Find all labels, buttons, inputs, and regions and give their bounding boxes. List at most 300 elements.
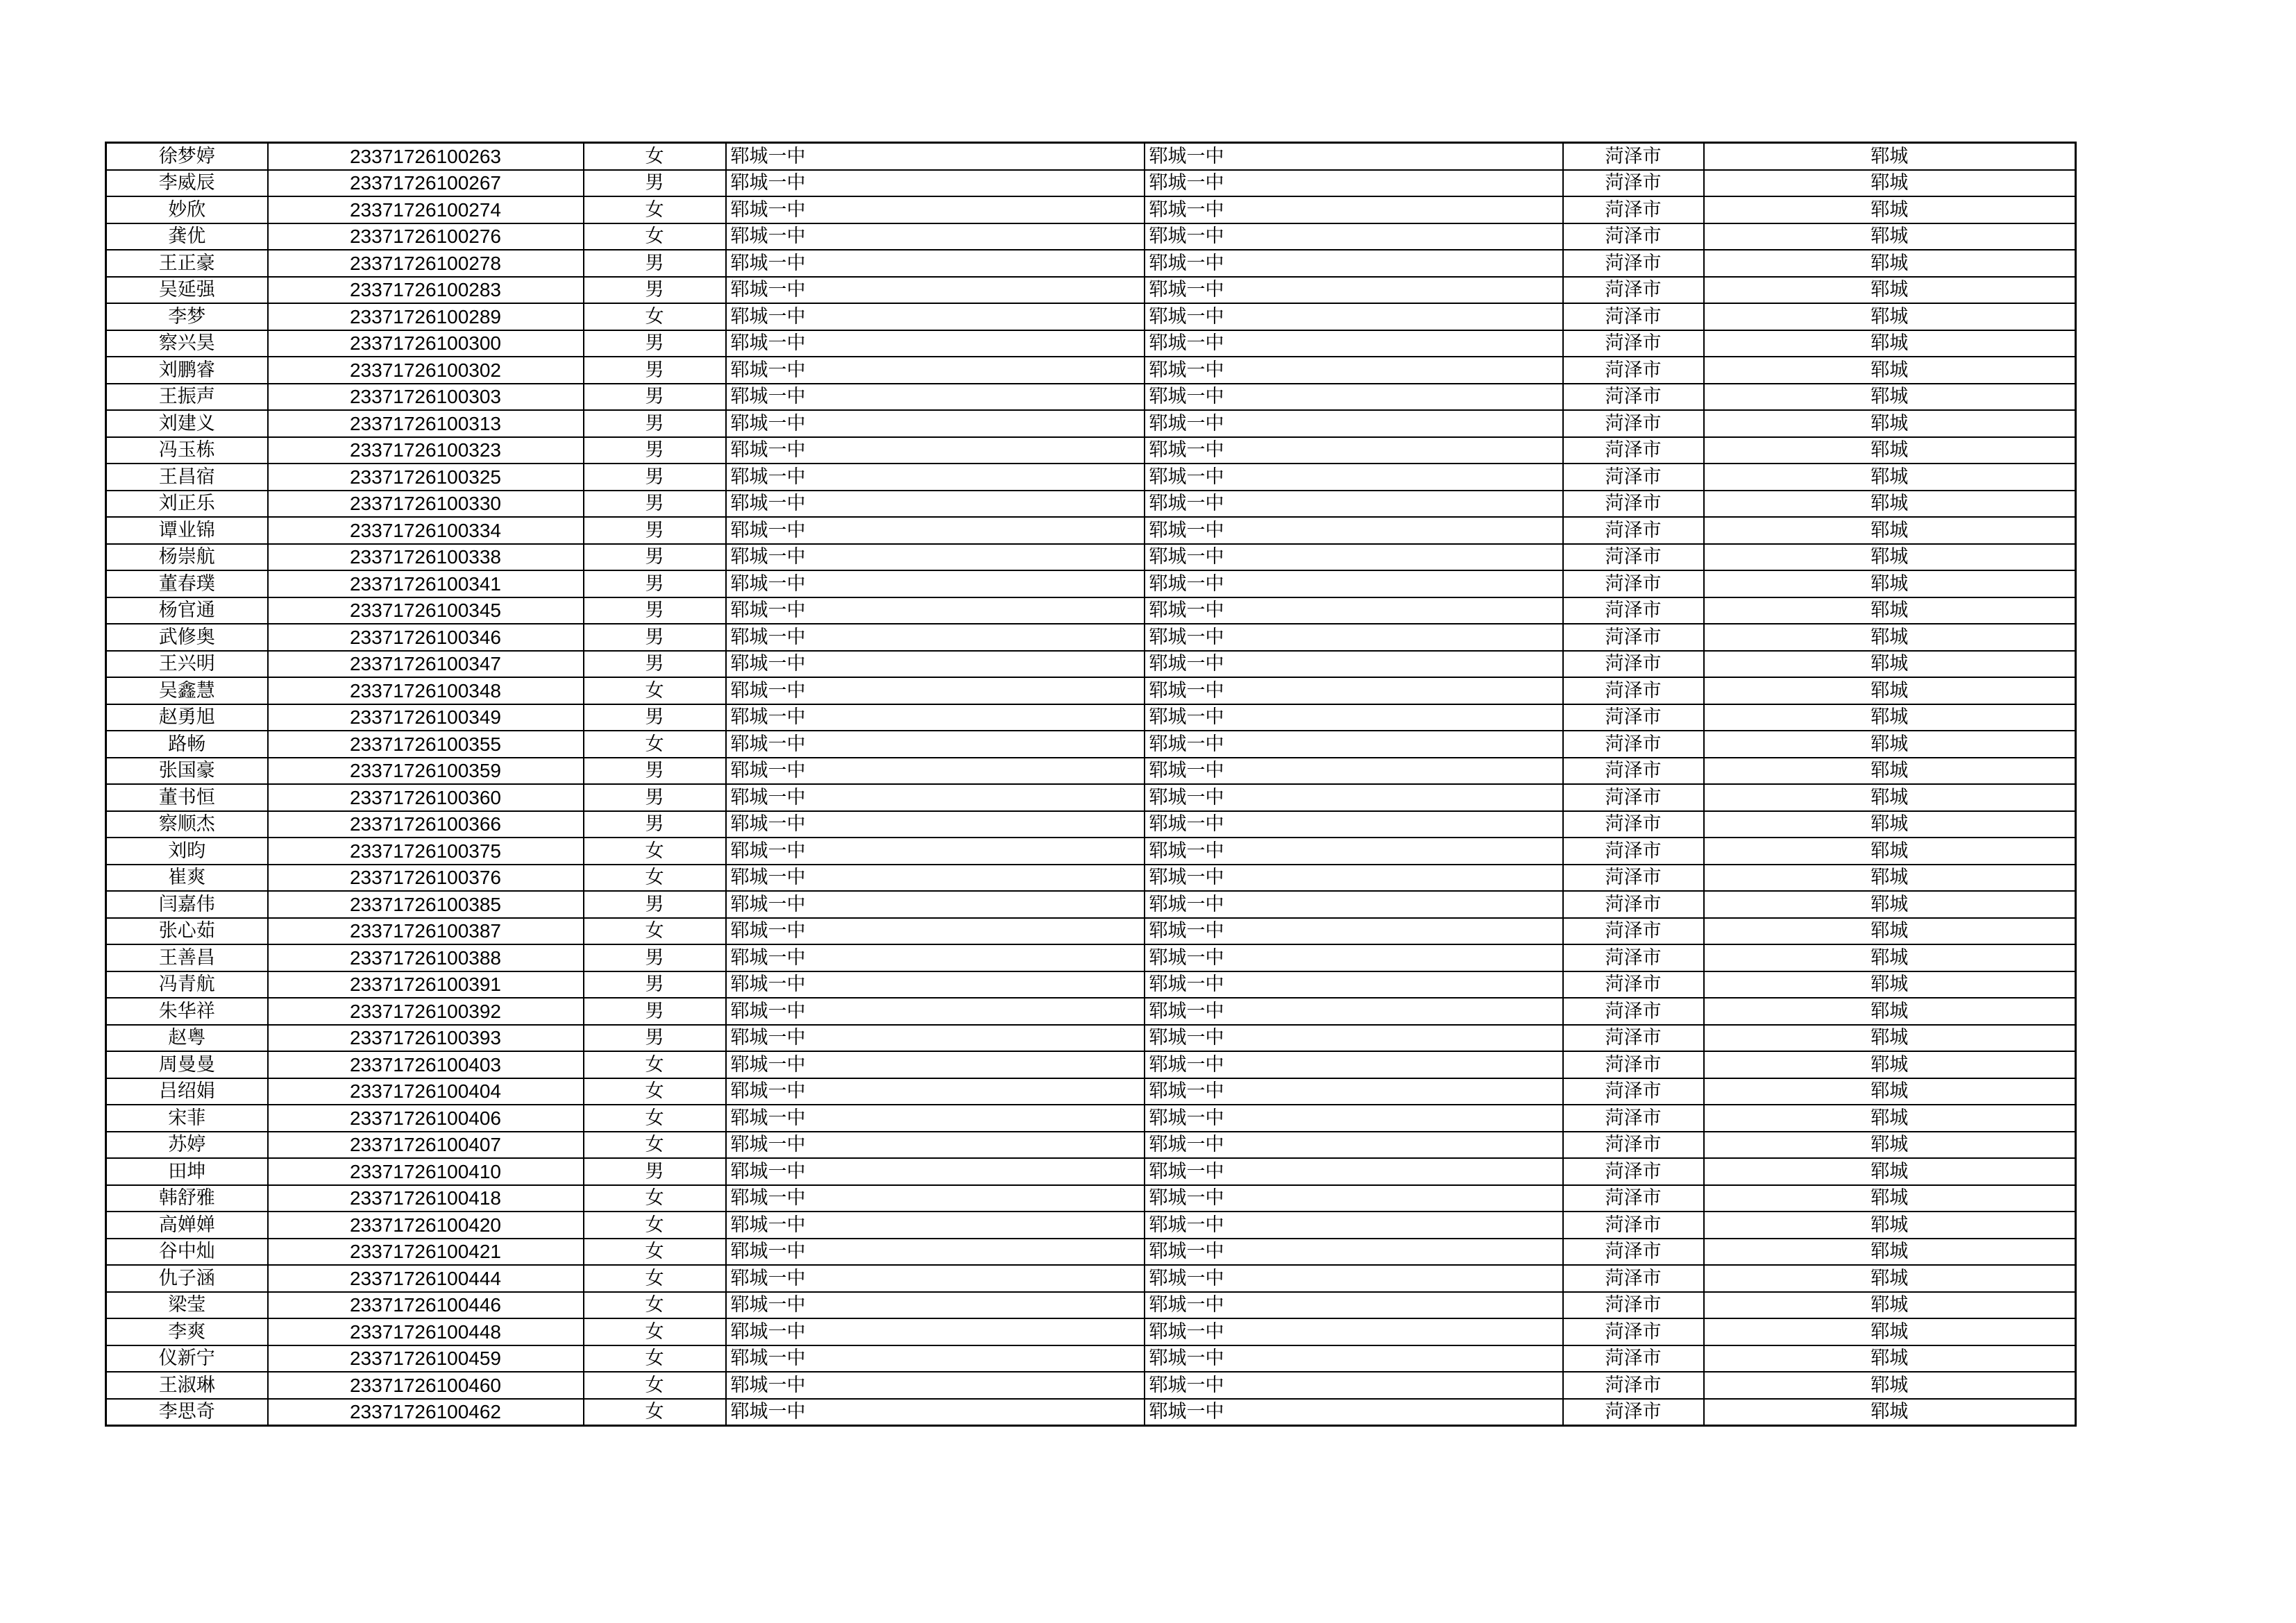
cell-school-2: 郓城一中 — [1145, 811, 1563, 838]
table-row — [106, 624, 2076, 651]
cell-gender: 男 — [584, 277, 726, 304]
cell-id: 23371726100410 — [268, 1158, 584, 1185]
cell-name: 田坤 — [106, 1158, 268, 1185]
cell-gender: 男 — [584, 758, 726, 785]
cell-gender: 女 — [584, 303, 726, 330]
cell-county: 郓城 — [1704, 250, 2076, 277]
cell-county: 郓城 — [1704, 544, 2076, 571]
table-row — [106, 384, 2076, 411]
cell-school: 郓城一中 — [726, 143, 1145, 170]
cell-city: 菏泽市 — [1563, 357, 1704, 384]
cell-school-2: 郓城一中 — [1145, 410, 1563, 437]
cell-school-2: 郓城一中 — [1145, 1265, 1563, 1292]
cell-school: 郓城一中 — [726, 250, 1145, 277]
cell-school-2: 郓城一中 — [1145, 1399, 1563, 1426]
cell-gender: 男 — [584, 624, 726, 651]
cell-name: 王善昌 — [106, 944, 268, 971]
cell-name: 仇子涵 — [106, 1265, 268, 1292]
cell-school: 郓城一中 — [726, 1105, 1145, 1132]
cell-name: 高婵婵 — [106, 1212, 268, 1239]
cell-id: 23371726100303 — [268, 384, 584, 411]
table-row — [106, 491, 2076, 518]
cell-name: 张心茹 — [106, 918, 268, 945]
cell-school-2: 郓城一中 — [1145, 330, 1563, 357]
cell-school: 郓城一中 — [726, 944, 1145, 971]
cell-city: 菏泽市 — [1563, 651, 1704, 678]
cell-gender: 男 — [584, 410, 726, 437]
cell-school-2: 郓城一中 — [1145, 357, 1563, 384]
table-row — [106, 865, 2076, 892]
cell-city: 菏泽市 — [1563, 143, 1704, 170]
cell-gender: 女 — [584, 223, 726, 250]
cell-id: 23371726100404 — [268, 1078, 584, 1105]
cell-county: 郓城 — [1704, 971, 2076, 999]
cell-school: 郓城一中 — [726, 1078, 1145, 1105]
cell-school: 郓城一中 — [726, 277, 1145, 304]
cell-name: 徐梦婷 — [106, 143, 268, 170]
table-row — [106, 410, 2076, 437]
cell-gender: 男 — [584, 651, 726, 678]
cell-county: 郓城 — [1704, 651, 2076, 678]
cell-school: 郓城一中 — [726, 811, 1145, 838]
cell-gender: 男 — [584, 330, 726, 357]
cell-name: 吴鑫慧 — [106, 677, 268, 704]
table-row — [106, 758, 2076, 785]
cell-city: 菏泽市 — [1563, 597, 1704, 624]
cell-school-2: 郓城一中 — [1145, 891, 1563, 918]
cell-name: 张国豪 — [106, 758, 268, 785]
cell-school: 郓城一中 — [726, 464, 1145, 491]
cell-name: 冯青航 — [106, 971, 268, 999]
cell-school-2: 郓城一中 — [1145, 677, 1563, 704]
cell-county: 郓城 — [1704, 758, 2076, 785]
cell-gender: 女 — [584, 1239, 726, 1266]
cell-county: 郓城 — [1704, 410, 2076, 437]
cell-name: 谭业锦 — [106, 517, 268, 544]
table-row — [106, 196, 2076, 223]
cell-county: 郓城 — [1704, 1265, 2076, 1292]
cell-name: 李爽 — [106, 1318, 268, 1345]
cell-gender: 女 — [584, 1078, 726, 1105]
cell-name: 梁莹 — [106, 1292, 268, 1319]
cell-school-2: 郓城一中 — [1145, 517, 1563, 544]
cell-id: 23371726100334 — [268, 517, 584, 544]
table-row — [106, 437, 2076, 464]
table-row — [106, 330, 2076, 357]
cell-id: 23371726100392 — [268, 998, 584, 1025]
cell-city: 菏泽市 — [1563, 758, 1704, 785]
cell-id: 23371726100391 — [268, 971, 584, 999]
cell-name: 崔爽 — [106, 865, 268, 892]
student-table — [105, 142, 2077, 1427]
cell-county: 郓城 — [1704, 1318, 2076, 1345]
table-row — [106, 1318, 2076, 1345]
cell-gender: 女 — [584, 1318, 726, 1345]
cell-id: 23371726100274 — [268, 196, 584, 223]
cell-city: 菏泽市 — [1563, 918, 1704, 945]
cell-city: 菏泽市 — [1563, 1051, 1704, 1078]
cell-gender: 女 — [584, 196, 726, 223]
cell-city: 菏泽市 — [1563, 330, 1704, 357]
cell-gender: 女 — [584, 1265, 726, 1292]
cell-gender: 女 — [584, 677, 726, 704]
cell-county: 郓城 — [1704, 464, 2076, 491]
cell-county: 郓城 — [1704, 784, 2076, 811]
cell-name: 杨官通 — [106, 597, 268, 624]
cell-id: 23371726100444 — [268, 1265, 584, 1292]
table-row — [106, 784, 2076, 811]
table-row — [106, 250, 2076, 277]
table-row — [106, 1158, 2076, 1185]
cell-school: 郓城一中 — [726, 1025, 1145, 1052]
cell-school: 郓城一中 — [726, 998, 1145, 1025]
cell-county: 郓城 — [1704, 1158, 2076, 1185]
cell-school-2: 郓城一中 — [1145, 944, 1563, 971]
cell-school: 郓城一中 — [726, 1212, 1145, 1239]
cell-school: 郓城一中 — [726, 758, 1145, 785]
cell-city: 菏泽市 — [1563, 784, 1704, 811]
table-row — [106, 1265, 2076, 1292]
cell-city: 菏泽市 — [1563, 1132, 1704, 1159]
table-row — [106, 1051, 2076, 1078]
cell-id: 23371726100263 — [268, 143, 584, 170]
cell-name: 苏婷 — [106, 1132, 268, 1159]
cell-city: 菏泽市 — [1563, 1105, 1704, 1132]
cell-id: 23371726100346 — [268, 624, 584, 651]
table-row — [106, 1078, 2076, 1105]
table-row — [106, 464, 2076, 491]
cell-county: 郓城 — [1704, 1399, 2076, 1426]
cell-id: 23371726100385 — [268, 891, 584, 918]
cell-county: 郓城 — [1704, 1372, 2076, 1399]
table-row — [106, 1345, 2076, 1373]
cell-id: 23371726100267 — [268, 170, 584, 197]
cell-id: 23371726100420 — [268, 1212, 584, 1239]
cell-school: 郓城一中 — [726, 517, 1145, 544]
cell-name: 董书恒 — [106, 784, 268, 811]
cell-school: 郓城一中 — [726, 357, 1145, 384]
cell-id: 23371726100338 — [268, 544, 584, 571]
cell-name: 刘正乐 — [106, 491, 268, 518]
cell-city: 菏泽市 — [1563, 1185, 1704, 1212]
cell-school-2: 郓城一中 — [1145, 1158, 1563, 1185]
cell-school: 郓城一中 — [726, 384, 1145, 411]
cell-city: 菏泽市 — [1563, 1318, 1704, 1345]
cell-id: 23371726100375 — [268, 838, 584, 865]
cell-school: 郓城一中 — [726, 865, 1145, 892]
cell-county: 郓城 — [1704, 357, 2076, 384]
cell-gender: 女 — [584, 918, 726, 945]
cell-school-2: 郓城一中 — [1145, 1372, 1563, 1399]
cell-name: 李梦 — [106, 303, 268, 330]
cell-name: 周曼曼 — [106, 1051, 268, 1078]
cell-school-2: 郓城一中 — [1145, 170, 1563, 197]
cell-school-2: 郓城一中 — [1145, 731, 1563, 758]
cell-school-2: 郓城一中 — [1145, 838, 1563, 865]
cell-gender: 女 — [584, 731, 726, 758]
cell-school-2: 郓城一中 — [1145, 1239, 1563, 1266]
cell-city: 菏泽市 — [1563, 731, 1704, 758]
cell-city: 菏泽市 — [1563, 677, 1704, 704]
cell-id: 23371726100323 — [268, 437, 584, 464]
cell-school: 郓城一中 — [726, 1345, 1145, 1373]
cell-school-2: 郓城一中 — [1145, 1105, 1563, 1132]
cell-gender: 男 — [584, 357, 726, 384]
cell-school-2: 郓城一中 — [1145, 544, 1563, 571]
cell-city: 菏泽市 — [1563, 303, 1704, 330]
cell-school: 郓城一中 — [726, 410, 1145, 437]
table-row — [106, 998, 2076, 1025]
cell-gender: 男 — [584, 170, 726, 197]
table-row — [106, 1185, 2076, 1212]
cell-city: 菏泽市 — [1563, 865, 1704, 892]
cell-name: 杨崇航 — [106, 544, 268, 571]
cell-county: 郓城 — [1704, 1239, 2076, 1266]
cell-gender: 男 — [584, 704, 726, 731]
cell-id: 23371726100289 — [268, 303, 584, 330]
cell-id: 23371726100278 — [268, 250, 584, 277]
cell-school-2: 郓城一中 — [1145, 1185, 1563, 1212]
table-row — [106, 143, 2076, 170]
cell-school: 郓城一中 — [726, 731, 1145, 758]
cell-gender: 男 — [584, 544, 726, 571]
cell-school-2: 郓城一中 — [1145, 223, 1563, 250]
cell-id: 23371726100355 — [268, 731, 584, 758]
cell-name: 王淑琳 — [106, 1372, 268, 1399]
cell-id: 23371726100348 — [268, 677, 584, 704]
cell-gender: 男 — [584, 998, 726, 1025]
cell-gender: 女 — [584, 1185, 726, 1212]
cell-county: 郓城 — [1704, 624, 2076, 651]
cell-school: 郓城一中 — [726, 597, 1145, 624]
cell-county: 郓城 — [1704, 1078, 2076, 1105]
cell-county: 郓城 — [1704, 170, 2076, 197]
table-row — [106, 1399, 2076, 1426]
cell-school: 郓城一中 — [726, 170, 1145, 197]
cell-gender: 女 — [584, 1105, 726, 1132]
cell-gender: 女 — [584, 838, 726, 865]
cell-school: 郓城一中 — [726, 1132, 1145, 1159]
cell-county: 郓城 — [1704, 918, 2076, 945]
cell-id: 23371726100347 — [268, 651, 584, 678]
cell-gender: 女 — [584, 1372, 726, 1399]
cell-school: 郓城一中 — [726, 491, 1145, 518]
cell-city: 菏泽市 — [1563, 1078, 1704, 1105]
cell-id: 23371726100462 — [268, 1399, 584, 1426]
cell-name: 刘鹏睿 — [106, 357, 268, 384]
cell-city: 菏泽市 — [1563, 1212, 1704, 1239]
table-row — [106, 303, 2076, 330]
cell-school-2: 郓城一中 — [1145, 998, 1563, 1025]
cell-school: 郓城一中 — [726, 918, 1145, 945]
cell-city: 菏泽市 — [1563, 544, 1704, 571]
cell-name: 路畅 — [106, 731, 268, 758]
cell-name: 武修奥 — [106, 624, 268, 651]
cell-school-2: 郓城一中 — [1145, 1051, 1563, 1078]
cell-school-2: 郓城一中 — [1145, 1212, 1563, 1239]
cell-school-2: 郓城一中 — [1145, 918, 1563, 945]
cell-name: 谷中灿 — [106, 1239, 268, 1266]
cell-name: 韩舒雅 — [106, 1185, 268, 1212]
cell-city: 菏泽市 — [1563, 1239, 1704, 1266]
cell-gender: 男 — [584, 491, 726, 518]
cell-county: 郓城 — [1704, 677, 2076, 704]
cell-gender: 男 — [584, 517, 726, 544]
cell-city: 菏泽市 — [1563, 277, 1704, 304]
cell-school: 郓城一中 — [726, 437, 1145, 464]
cell-gender: 男 — [584, 891, 726, 918]
cell-school: 郓城一中 — [726, 624, 1145, 651]
cell-gender: 女 — [584, 1292, 726, 1319]
cell-city: 菏泽市 — [1563, 223, 1704, 250]
cell-id: 23371726100421 — [268, 1239, 584, 1266]
table-row — [106, 1132, 2076, 1159]
table-row — [106, 971, 2076, 999]
cell-gender: 男 — [584, 597, 726, 624]
cell-name: 宋菲 — [106, 1105, 268, 1132]
table-row — [106, 891, 2076, 918]
cell-id: 23371726100403 — [268, 1051, 584, 1078]
cell-id: 23371726100359 — [268, 758, 584, 785]
cell-county: 郓城 — [1704, 1292, 2076, 1319]
cell-school-2: 郓城一中 — [1145, 491, 1563, 518]
cell-county: 郓城 — [1704, 838, 2076, 865]
cell-id: 23371726100341 — [268, 570, 584, 597]
table-row — [106, 677, 2076, 704]
cell-id: 23371726100388 — [268, 944, 584, 971]
cell-name: 冯玉栋 — [106, 437, 268, 464]
cell-name: 董春璞 — [106, 570, 268, 597]
cell-school: 郓城一中 — [726, 704, 1145, 731]
cell-county: 郓城 — [1704, 865, 2076, 892]
cell-school-2: 郓城一中 — [1145, 597, 1563, 624]
cell-gender: 男 — [584, 250, 726, 277]
cell-gender: 女 — [584, 1051, 726, 1078]
table-row — [106, 918, 2076, 945]
cell-county: 郓城 — [1704, 1345, 2076, 1373]
cell-name: 吴延强 — [106, 277, 268, 304]
cell-name: 王昌宿 — [106, 464, 268, 491]
cell-school: 郓城一中 — [726, 1239, 1145, 1266]
cell-school-2: 郓城一中 — [1145, 570, 1563, 597]
cell-school-2: 郓城一中 — [1145, 384, 1563, 411]
cell-county: 郓城 — [1704, 223, 2076, 250]
cell-county: 郓城 — [1704, 1025, 2076, 1052]
cell-school-2: 郓城一中 — [1145, 865, 1563, 892]
cell-city: 菏泽市 — [1563, 838, 1704, 865]
cell-city: 菏泽市 — [1563, 1292, 1704, 1319]
cell-id: 23371726100302 — [268, 357, 584, 384]
cell-school: 郓城一中 — [726, 1185, 1145, 1212]
cell-id: 23371726100418 — [268, 1185, 584, 1212]
cell-county: 郓城 — [1704, 303, 2076, 330]
cell-school: 郓城一中 — [726, 1158, 1145, 1185]
cell-id: 23371726100325 — [268, 464, 584, 491]
cell-school: 郓城一中 — [726, 971, 1145, 999]
table-row — [106, 944, 2076, 971]
cell-city: 菏泽市 — [1563, 1345, 1704, 1373]
table-row — [106, 838, 2076, 865]
cell-id: 23371726100376 — [268, 865, 584, 892]
cell-school-2: 郓城一中 — [1145, 303, 1563, 330]
cell-school: 郓城一中 — [726, 1051, 1145, 1078]
cell-school: 郓城一中 — [726, 677, 1145, 704]
cell-county: 郓城 — [1704, 1105, 2076, 1132]
cell-id: 23371726100460 — [268, 1372, 584, 1399]
cell-school: 郓城一中 — [726, 303, 1145, 330]
cell-school-2: 郓城一中 — [1145, 651, 1563, 678]
cell-city: 菏泽市 — [1563, 170, 1704, 197]
cell-school-2: 郓城一中 — [1145, 624, 1563, 651]
table-row — [106, 811, 2076, 838]
cell-gender: 男 — [584, 1025, 726, 1052]
cell-school-2: 郓城一中 — [1145, 437, 1563, 464]
cell-county: 郓城 — [1704, 891, 2076, 918]
cell-gender: 男 — [584, 384, 726, 411]
cell-county: 郓城 — [1704, 277, 2076, 304]
cell-name: 李威辰 — [106, 170, 268, 197]
cell-city: 菏泽市 — [1563, 1158, 1704, 1185]
cell-county: 郓城 — [1704, 1051, 2076, 1078]
table-row — [106, 704, 2076, 731]
cell-id: 23371726100300 — [268, 330, 584, 357]
cell-school: 郓城一中 — [726, 1265, 1145, 1292]
cell-county: 郓城 — [1704, 1132, 2076, 1159]
table-body — [106, 143, 2076, 1426]
cell-name: 刘昀 — [106, 838, 268, 865]
cell-name: 赵粤 — [106, 1025, 268, 1052]
table-row — [106, 277, 2076, 304]
cell-gender: 男 — [584, 464, 726, 491]
cell-id: 23371726100330 — [268, 491, 584, 518]
table-row — [106, 1292, 2076, 1319]
cell-city: 菏泽市 — [1563, 517, 1704, 544]
cell-school-2: 郓城一中 — [1145, 277, 1563, 304]
table-row — [106, 1105, 2076, 1132]
cell-city: 菏泽市 — [1563, 250, 1704, 277]
cell-city: 菏泽市 — [1563, 624, 1704, 651]
cell-gender: 男 — [584, 570, 726, 597]
cell-name: 李思奇 — [106, 1399, 268, 1426]
cell-city: 菏泽市 — [1563, 570, 1704, 597]
cell-city: 菏泽市 — [1563, 1025, 1704, 1052]
cell-school: 郓城一中 — [726, 544, 1145, 571]
cell-school-2: 郓城一中 — [1145, 1132, 1563, 1159]
cell-school: 郓城一中 — [726, 1372, 1145, 1399]
cell-school-2: 郓城一中 — [1145, 784, 1563, 811]
cell-city: 菏泽市 — [1563, 464, 1704, 491]
cell-city: 菏泽市 — [1563, 1399, 1704, 1426]
cell-id: 23371726100393 — [268, 1025, 584, 1052]
cell-school-2: 郓城一中 — [1145, 1292, 1563, 1319]
table-row — [106, 1212, 2076, 1239]
cell-name: 闫嘉伟 — [106, 891, 268, 918]
cell-city: 菏泽市 — [1563, 491, 1704, 518]
cell-city: 菏泽市 — [1563, 384, 1704, 411]
cell-school-2: 郓城一中 — [1145, 1025, 1563, 1052]
table-row — [106, 223, 2076, 250]
cell-county: 郓城 — [1704, 570, 2076, 597]
cell-school: 郓城一中 — [726, 1318, 1145, 1345]
cell-gender: 女 — [584, 1132, 726, 1159]
cell-city: 菏泽市 — [1563, 704, 1704, 731]
cell-gender: 女 — [584, 143, 726, 170]
cell-city: 菏泽市 — [1563, 998, 1704, 1025]
cell-school: 郓城一中 — [726, 196, 1145, 223]
cell-school: 郓城一中 — [726, 651, 1145, 678]
cell-id: 23371726100283 — [268, 277, 584, 304]
cell-school: 郓城一中 — [726, 570, 1145, 597]
